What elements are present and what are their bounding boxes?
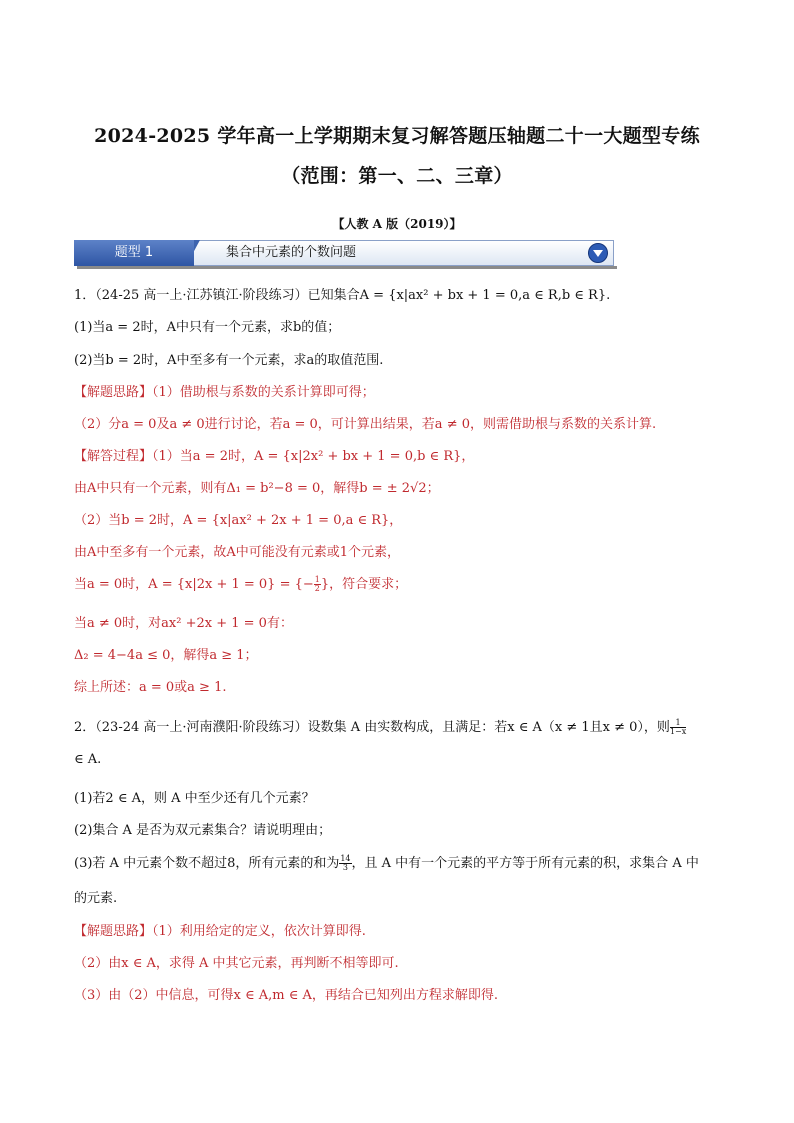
idea-text: （1）借助根与系数的关系计算即可得； bbox=[152, 385, 375, 400]
q1-solution-7: Δ₂ = 4−4a ≤ 0，解得a ≥ 1； bbox=[74, 648, 258, 663]
solution-text: （1）当a = 2时，A = {x|2x² + bx + 1 = 0,b ∈ R}， bbox=[152, 449, 475, 464]
fraction-numerator: 1 bbox=[314, 575, 320, 584]
q1-stem: 1．（24-25 高一上·江苏镇江·阶段练习）已知集合A = {x|ax² + bx + 1 = 0,a ∈ R,b ∈ R}. bbox=[74, 288, 611, 303]
idea-label: 【解题思路】 bbox=[74, 385, 153, 400]
q1-part2: (2)当b = 2时，A中至多有一个元素，求a的取值范围. bbox=[74, 353, 384, 368]
q2-idea-2: （2）由x ∈ A，求得 A 中其它元素，再判断不相等即可. bbox=[74, 956, 399, 971]
banner-label: 集合中元素的个数问题 bbox=[226, 245, 357, 260]
q2-stem-a: 2．（23-24 高一上·河南濮阳·阶段练习）设数集 A 由实数构成，且满足：若x ∈ A（x ≠ 1且x ≠ 0），则 bbox=[74, 720, 670, 735]
fraction-denominator: 2 bbox=[314, 584, 320, 593]
q1-solution-1 bbox=[74, 445, 474, 464]
q1-solution-2: 由A中只有一个元素，则有Δ₁ = b²−8 = 0，解得b = ± 2√2； bbox=[74, 481, 440, 496]
sol5-b: }，符合要求； bbox=[320, 577, 408, 592]
banner-shadow bbox=[77, 266, 617, 269]
banner-tag: 题型 1 bbox=[74, 240, 194, 266]
q2-p3-a: (3)若 A 中元素个数不超过8，所有元素的和为 bbox=[74, 856, 340, 871]
fraction bbox=[670, 719, 686, 736]
document-title: 2024-2025 学年高一上学期期末复习解答题压轴题二十一大题型专练 bbox=[94, 125, 700, 147]
q2-idea-1 bbox=[74, 920, 366, 939]
fraction-denominator: 3 bbox=[342, 863, 348, 872]
q2-part1: (1)若2 ∈ A，则 A 中至少还有几个元素？ bbox=[74, 791, 315, 806]
q2-stem-continued: ∈ A. bbox=[74, 752, 102, 767]
q2-p3-b: ，且 A 中有一个元素的平方等于所有元素的积，求集合 A 中 bbox=[351, 856, 699, 871]
fraction bbox=[314, 576, 321, 593]
q2-part2: (2)集合 A 是否为双元素集合？请说明理由； bbox=[74, 823, 332, 838]
q1-solution-8: 综上所述：a = 0或a ≥ 1. bbox=[74, 680, 227, 695]
sol5-a: 当a = 0时，A = {x|2x + 1 = 0} = {− bbox=[74, 577, 314, 592]
q1-solution-5 bbox=[74, 573, 407, 593]
edition-label: 【人教 A 版（2019）】 bbox=[332, 217, 462, 231]
solution-label: 【解答过程】 bbox=[74, 449, 153, 464]
q1-solution-4: 由A中至多有一个元素，故A中可能没有元素或1个元素， bbox=[74, 545, 401, 560]
q1-solution-6: 当a ≠ 0时，对ax² +2x + 1 = 0有： bbox=[74, 616, 293, 631]
q2-part3 bbox=[74, 852, 699, 872]
document-subtitle: （范围：第一、二、三章） bbox=[281, 165, 513, 187]
idea-text: （1）利用给定的定义，依次计算即得. bbox=[152, 924, 366, 939]
section-banner bbox=[74, 240, 614, 266]
q2-idea-3: （3）由（2）中信息，可得x ∈ A,m ∈ A，再结合已知列出方程求解即得. bbox=[74, 988, 499, 1003]
fraction-denominator: 1−x bbox=[669, 727, 687, 736]
idea-label: 【解题思路】 bbox=[74, 924, 153, 939]
chevron-down-icon[interactable] bbox=[588, 243, 608, 263]
fraction-numerator: 1 bbox=[670, 719, 686, 728]
q2-part3-continued: 的元素. bbox=[74, 891, 118, 906]
q1-part1: (1)当a = 2时，A中只有一个元素，求b的值； bbox=[74, 320, 341, 335]
q1-idea-2: （2）分a = 0及a ≠ 0进行讨论，若a = 0，可计算出结果，若a ≠ 0，则需借助根与系数的关系计算. bbox=[74, 417, 657, 432]
q1-idea-1 bbox=[74, 381, 375, 400]
q2-stem bbox=[74, 716, 686, 736]
q1-solution-3: （2）当b = 2时，A = {x|ax² + 2x + 1 = 0,a ∈ R}， bbox=[74, 513, 403, 528]
fraction bbox=[339, 855, 351, 872]
fraction-numerator: 14 bbox=[340, 854, 351, 863]
